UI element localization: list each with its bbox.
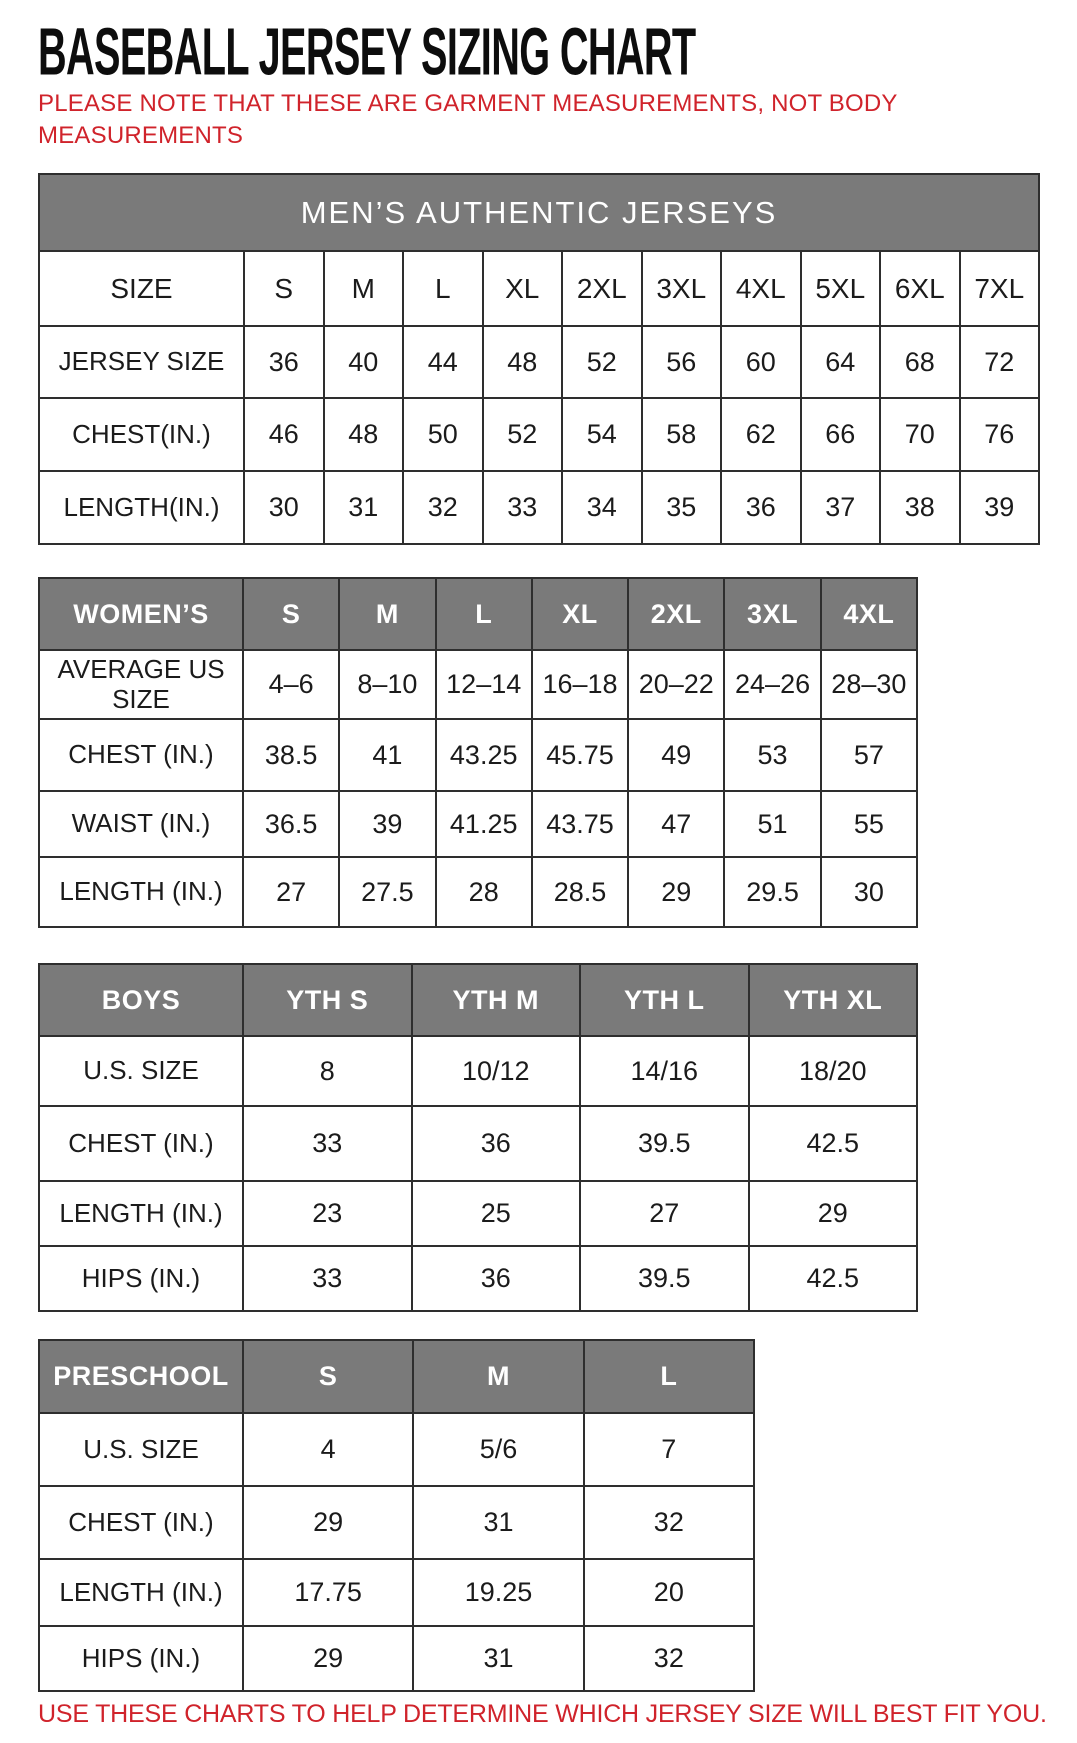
value-cell: 10/12	[413, 1037, 580, 1105]
size-header-cell: XL	[533, 579, 627, 649]
value-cell: 58	[643, 399, 721, 470]
value-cell: 39	[961, 472, 1039, 543]
row-label-cell: LENGTH(IN.)	[40, 472, 243, 543]
size-header-cell: 6XL	[881, 252, 959, 325]
value-cell: 39.5	[581, 1107, 748, 1180]
value-cell: 46	[245, 399, 323, 470]
table-title-cell: BOYS	[40, 965, 242, 1035]
value-cell: 36	[413, 1247, 580, 1310]
size-header-cell: S	[244, 579, 338, 649]
row-label-cell: LENGTH (IN.)	[40, 1182, 242, 1245]
value-cell: 60	[722, 327, 800, 397]
value-cell: 32	[585, 1487, 753, 1558]
value-cell: 52	[484, 399, 562, 470]
size-header-cell: XL	[484, 252, 562, 325]
value-cell: 28	[437, 858, 531, 926]
value-cell: 44	[404, 327, 482, 397]
size-header-cell: YTH S	[244, 965, 411, 1035]
value-cell: 32	[404, 472, 482, 543]
size-header-cell: 2XL	[563, 252, 641, 325]
value-cell: 70	[881, 399, 959, 470]
value-cell: 48	[484, 327, 562, 397]
value-cell: 68	[881, 327, 959, 397]
row-label-cell: HIPS (IN.)	[40, 1247, 242, 1310]
size-header-cell: 4XL	[722, 252, 800, 325]
value-cell: 50	[404, 399, 482, 470]
value-cell: 4–6	[244, 651, 338, 718]
value-cell: 53	[725, 720, 819, 790]
value-cell: 16–18	[533, 651, 627, 718]
value-cell: 29	[244, 1487, 412, 1558]
value-cell: 45.75	[533, 720, 627, 790]
womens-jerseys-table	[38, 577, 918, 928]
value-cell: 38	[881, 472, 959, 543]
row-label-cell: AVERAGE US SIZE	[40, 651, 242, 718]
value-cell: 25	[413, 1182, 580, 1245]
row-label-cell: HIPS (IN.)	[40, 1627, 242, 1690]
row-label-cell: CHEST (IN.)	[40, 1107, 242, 1180]
table-title-cell: PRESCHOOL	[40, 1341, 242, 1412]
value-cell: 8	[244, 1037, 411, 1105]
value-cell: 27	[581, 1182, 748, 1245]
value-cell: 33	[484, 472, 562, 543]
value-cell: 29.5	[725, 858, 819, 926]
page-title-text: BASEBALL JERSEY SIZING CHART	[38, 15, 696, 90]
table-title-cell: WOMEN’S	[40, 579, 242, 649]
value-cell: 55	[822, 792, 916, 856]
value-cell: 54	[563, 399, 641, 470]
size-header-cell: S	[244, 1341, 412, 1412]
value-cell: 14/16	[581, 1037, 748, 1105]
value-cell: 64	[802, 327, 880, 397]
value-cell: 27.5	[340, 858, 434, 926]
value-cell: 8–10	[340, 651, 434, 718]
mens-table-banner: MEN’S AUTHENTIC JERSEYS	[38, 173, 1040, 250]
size-header-cell: 4XL	[822, 579, 916, 649]
size-header-cell: 3XL	[643, 252, 721, 325]
value-cell: 17.75	[244, 1560, 412, 1625]
value-cell: 29	[750, 1182, 917, 1245]
value-cell: 30	[245, 472, 323, 543]
value-cell: 42.5	[750, 1107, 917, 1180]
mens-authentic-jerseys-table	[38, 173, 1040, 545]
value-cell: 76	[961, 399, 1039, 470]
size-header-cell: L	[585, 1341, 753, 1412]
value-cell: 18/20	[750, 1037, 917, 1105]
boys-table-grid	[38, 963, 918, 1312]
value-cell: 29	[629, 858, 723, 926]
size-header-cell: 5XL	[802, 252, 880, 325]
value-cell: 66	[802, 399, 880, 470]
size-header-cell: M	[414, 1341, 582, 1412]
row-label-cell: U.S. SIZE	[40, 1037, 242, 1105]
value-cell: 52	[563, 327, 641, 397]
value-cell: 42.5	[750, 1247, 917, 1310]
table-title-cell: SIZE	[40, 252, 243, 325]
row-label-cell: U.S. SIZE	[40, 1414, 242, 1485]
womens-table-grid	[38, 577, 918, 928]
size-header-cell: YTH M	[413, 965, 580, 1035]
value-cell: 57	[822, 720, 916, 790]
value-cell: 72	[961, 327, 1039, 397]
value-cell: 28.5	[533, 858, 627, 926]
value-cell: 29	[244, 1627, 412, 1690]
value-cell: 38.5	[244, 720, 338, 790]
size-header-cell: 2XL	[629, 579, 723, 649]
row-label-cell: CHEST(IN.)	[40, 399, 243, 470]
value-cell: 62	[722, 399, 800, 470]
value-cell: 36	[245, 327, 323, 397]
value-cell: 24–26	[725, 651, 819, 718]
value-cell: 41.25	[437, 792, 531, 856]
value-cell: 36.5	[244, 792, 338, 856]
size-header-cell: L	[404, 252, 482, 325]
preschool-table-grid	[38, 1339, 755, 1692]
value-cell: 20–22	[629, 651, 723, 718]
value-cell: 41	[340, 720, 434, 790]
value-cell: 31	[414, 1487, 582, 1558]
value-cell: 43.75	[533, 792, 627, 856]
size-header-cell: M	[340, 579, 434, 649]
value-cell: 20	[585, 1560, 753, 1625]
value-cell: 48	[325, 399, 403, 470]
boys-jerseys-table	[38, 963, 918, 1312]
value-cell: 36	[722, 472, 800, 543]
value-cell: 5/6	[414, 1414, 582, 1485]
page-title	[38, 15, 1065, 90]
value-cell: 43.25	[437, 720, 531, 790]
value-cell: 12–14	[437, 651, 531, 718]
value-cell: 35	[643, 472, 721, 543]
value-cell: 34	[563, 472, 641, 543]
value-cell: 7	[585, 1414, 753, 1485]
value-cell: 4	[244, 1414, 412, 1485]
value-cell: 31	[325, 472, 403, 543]
value-cell: 51	[725, 792, 819, 856]
value-cell: 36	[413, 1107, 580, 1180]
row-label-cell: JERSEY SIZE	[40, 327, 243, 397]
value-cell: 47	[629, 792, 723, 856]
size-header-cell: S	[245, 252, 323, 325]
value-cell: 31	[414, 1627, 582, 1690]
footer-note: USE THESE CHARTS TO HELP DETERMINE WHICH JERSEY SIZE WILL BEST FIT YOU.	[38, 1700, 1047, 1728]
size-header-cell: 3XL	[725, 579, 819, 649]
size-header-cell: YTH L	[581, 965, 748, 1035]
value-cell: 37	[802, 472, 880, 543]
row-label-cell: CHEST (IN.)	[40, 1487, 242, 1558]
value-cell: 56	[643, 327, 721, 397]
value-cell: 19.25	[414, 1560, 582, 1625]
size-header-cell: YTH XL	[750, 965, 917, 1035]
value-cell: 32	[585, 1627, 753, 1690]
value-cell: 28–30	[822, 651, 916, 718]
row-label-cell: LENGTH (IN.)	[40, 858, 242, 926]
value-cell: 33	[244, 1107, 411, 1180]
value-cell: 49	[629, 720, 723, 790]
value-cell: 33	[244, 1247, 411, 1310]
row-label-cell: LENGTH (IN.)	[40, 1560, 242, 1625]
value-cell: 40	[325, 327, 403, 397]
value-cell: 39.5	[581, 1247, 748, 1310]
garment-measurements-note: PLEASE NOTE THAT THESE ARE GARMENT MEASUREMENTS, NOT BODY MEASUREMENTS	[38, 90, 898, 149]
row-label-cell: CHEST (IN.)	[40, 720, 242, 790]
size-header-cell: M	[325, 252, 403, 325]
value-cell: 30	[822, 858, 916, 926]
size-header-cell: L	[437, 579, 531, 649]
value-cell: 39	[340, 792, 434, 856]
preschool-jerseys-table	[38, 1339, 755, 1692]
mens-table-grid	[38, 250, 1040, 545]
value-cell: 27	[244, 858, 338, 926]
size-header-cell: 7XL	[961, 252, 1039, 325]
value-cell: 23	[244, 1182, 411, 1245]
row-label-cell: WAIST (IN.)	[40, 792, 242, 856]
